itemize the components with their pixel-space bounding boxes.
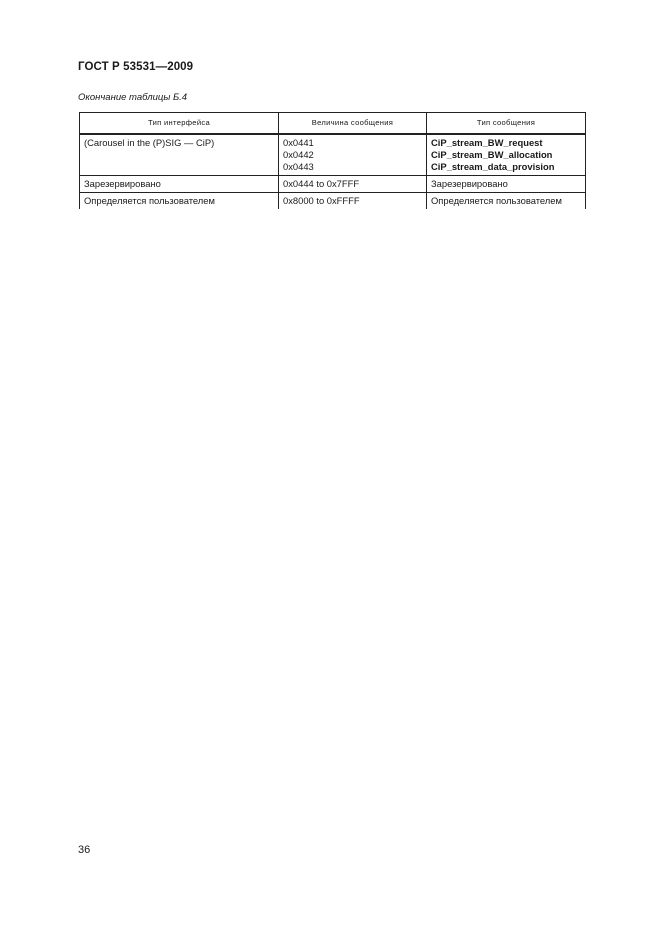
table-row (80, 176, 586, 193)
interface-type-cell (80, 193, 279, 210)
message-value-text: 0x0442 (283, 149, 314, 160)
column-header-message-value: Величина сообщения (279, 113, 427, 135)
message-type-cell (427, 134, 586, 176)
message-type-text: CiP_stream_BW_request (431, 137, 543, 148)
message-value-text: 0x0441 (283, 137, 314, 148)
message-type-cell (427, 176, 586, 193)
table-row (80, 193, 586, 210)
interface-type-cell (80, 134, 279, 176)
column-header-interface-type: Тип интерфейса (80, 113, 279, 135)
message-value-cell (279, 176, 427, 193)
document-standard-id: ГОСТ Р 53531—2009 (78, 61, 194, 73)
column-header-message-type: Тип сообщения (427, 113, 586, 135)
message-types-table (79, 112, 586, 209)
message-type-text: Определяется пользователем (431, 195, 562, 206)
message-type-text: CiP_stream_data_provision (431, 161, 555, 172)
table-caption: Окончание таблицы Б.4 (78, 92, 188, 103)
message-value-cell (279, 193, 427, 210)
message-type-cell (427, 193, 586, 210)
page-number: 36 (78, 844, 91, 856)
message-value-text: 0x8000 to 0xFFFF (283, 195, 360, 206)
interface-type-text: Зарезервировано (84, 178, 161, 189)
interface-type-text: Определяется пользователем (84, 195, 215, 206)
message-value-text: 0x0443 (283, 161, 314, 172)
message-value-cell (279, 134, 427, 176)
interface-type-cell (80, 176, 279, 193)
interface-type-text: (Carousel in the (P)SIG — CiP) (84, 137, 215, 148)
table-header-row (80, 113, 586, 135)
table-row (80, 134, 586, 176)
message-type-text: CiP_stream_BW_allocation (431, 149, 553, 160)
message-value-text: 0x0444 to 0x7FFF (283, 178, 360, 189)
message-type-text: Зарезервировано (431, 178, 508, 189)
